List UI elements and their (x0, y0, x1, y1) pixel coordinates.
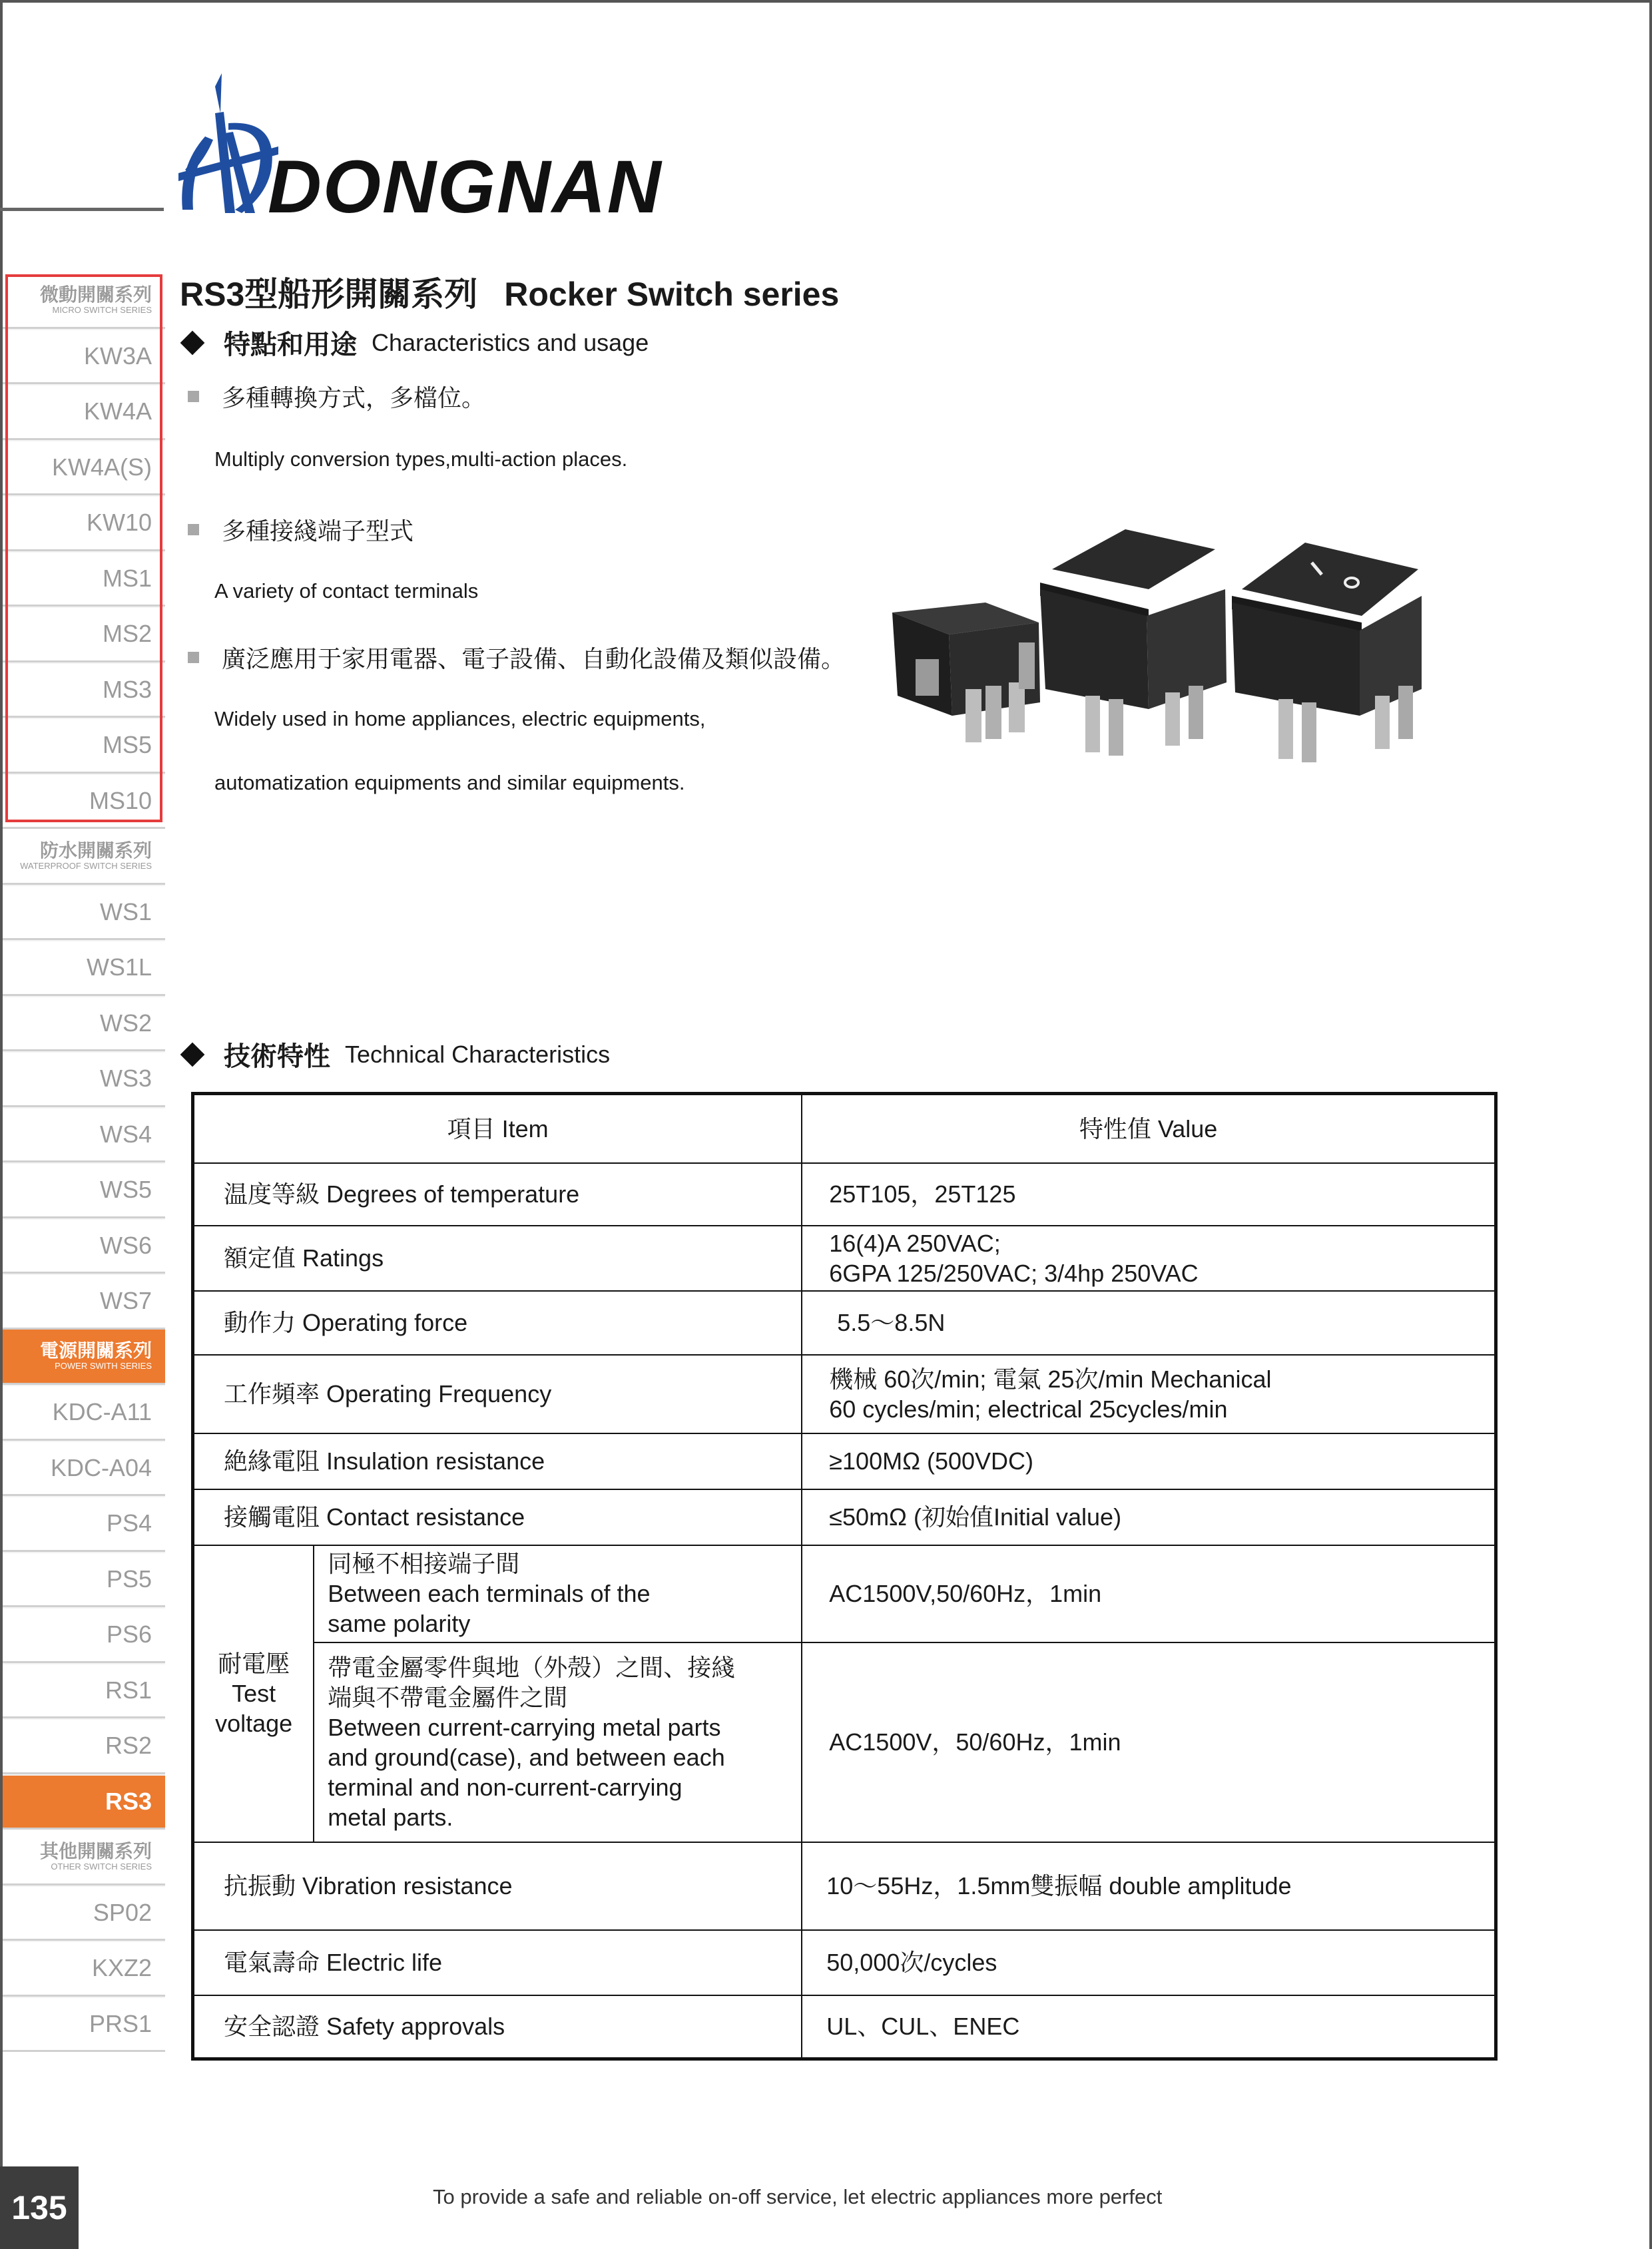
test-voltage-condition-2 (314, 1642, 802, 1842)
sidebar-group-header[interactable] (3, 1330, 165, 1385)
feature-bullet-3 (188, 640, 845, 674)
test-voltage-en1: Test (232, 1680, 276, 1707)
diamond-bullet-icon (180, 1042, 205, 1067)
sidebar-item-ws2[interactable]: WS2 (3, 996, 165, 1052)
sidebar-item-ps6[interactable]: PS6 (3, 1607, 165, 1663)
sidebar-group-title: 其他開關系列 (39, 1840, 152, 1862)
characteristics-heading-cn: 特點和用途 (224, 330, 357, 360)
sidebar-item-ms5[interactable]: MS5 (3, 718, 165, 774)
square-bullet-icon (188, 391, 199, 402)
feature-3-en-line2: automatization equipments and similar equipments. (214, 771, 685, 794)
row-label: 絶緣電阻 Insulation resistance (193, 1433, 802, 1489)
frequency-value-line2: 60 cycles/min; electrical 25cycles/min (829, 1395, 1228, 1423)
sidebar-item-kdc-a04[interactable]: KDC-A04 (3, 1441, 165, 1497)
sidebar-item-ws1l[interactable]: WS1L (3, 940, 165, 996)
row-value: AC1500V,50/60Hz，1min (802, 1545, 1496, 1642)
feature-3-en-line1: Widely used in home appliances, electric equipments, (214, 707, 706, 730)
feature-bullet-2 (188, 513, 413, 547)
sidebar-item-kw4a-s[interactable]: KW4A(S) (3, 440, 165, 496)
sidebar-item-kdc-a11[interactable]: KDC-A11 (3, 1385, 165, 1441)
table-row (193, 1489, 1496, 1545)
sidebar-group-header[interactable] (3, 829, 165, 885)
table-row (193, 1433, 1496, 1489)
table-row (193, 1163, 1496, 1226)
row-label: 工作頻率 Operating Frequency (193, 1355, 802, 1433)
sidebar-item-rs1[interactable]: RS1 (3, 1663, 165, 1719)
row-label: 接觸電阻 Contact resistance (193, 1489, 802, 1545)
sidebar-group-subtitle: OTHER SWITCH SERIES (51, 1861, 152, 1872)
square-bullet-icon (188, 652, 199, 663)
dongnan-logo-icon (178, 73, 278, 216)
feature-bullet-1 (188, 379, 485, 413)
brand-name: DONGNAN (268, 145, 663, 228)
diamond-bullet-icon (180, 330, 205, 355)
row-value: 10～55Hz，1.5mm雙振幅 double amplitude (802, 1842, 1496, 1930)
title-cn: RS3型船形開關系列 (180, 276, 478, 313)
row-label: 抗振動 Vibration resistance (193, 1842, 802, 1930)
condition-2-line4: and ground(case), and between each (328, 1743, 725, 1771)
feature-2-en: A variety of contact terminals (214, 579, 479, 603)
page-title (180, 268, 839, 316)
table-row (193, 1545, 1496, 1642)
condition-1-line1: 同極不相接端子間 (328, 1550, 520, 1577)
rating-value-line2: 6GPA 125/250VAC; 3/4hp 250VAC (829, 1259, 1199, 1287)
sidebar-item-ws6[interactable]: WS6 (3, 1218, 165, 1274)
sidebar-item-ws4[interactable]: WS4 (3, 1107, 165, 1163)
sidebar-item-ms1[interactable]: MS1 (3, 551, 165, 607)
condition-1-line2: Between each terminals of the (328, 1580, 651, 1607)
page-border-right (1649, 0, 1652, 2249)
row-value: 50,000次/cycles (802, 1930, 1496, 1995)
row-value: 25T105，25T125 (802, 1163, 1496, 1226)
technical-heading (180, 1035, 610, 1073)
condition-1-line3: same polarity (328, 1610, 471, 1637)
sidebar-item-ms3[interactable]: MS3 (3, 662, 165, 718)
sidebar-item-ms10[interactable]: MS10 (3, 774, 165, 830)
row-value: UL、CUL、ENEC (802, 1995, 1496, 2059)
rocker-switch-product-photo (886, 516, 1425, 782)
sidebar-item-kw3a[interactable]: KW3A (3, 329, 165, 385)
table-row (193, 1291, 1496, 1355)
sidebar-item-kw10[interactable]: KW10 (3, 495, 165, 551)
frequency-value-line1: 機械 60次/min; 電氣 25次/min Mechanical (829, 1365, 1272, 1393)
sidebar-group-title: 電源開關系列 (39, 1340, 152, 1362)
condition-2-line5: terminal and non-current-carrying (328, 1773, 683, 1801)
row-label: 動作力 Operating force (193, 1291, 802, 1355)
sidebar-group-subtitle: WATERPROOF SWITCH SERIES (20, 860, 152, 871)
row-value: ≤50mΩ (初始值Initial value) (802, 1489, 1496, 1545)
sidebar-group-title: 微動開關系列 (39, 284, 152, 305)
row-label: 温度等級 Degrees of temperature (193, 1163, 802, 1226)
row-value: ≥100MΩ (500VDC) (802, 1433, 1496, 1489)
technical-spec-table (191, 1092, 1498, 2061)
sidebar-item-rs2[interactable]: RS2 (3, 1718, 165, 1774)
test-voltage-condition-1 (314, 1545, 802, 1642)
col-header-value: 特性值 Value (802, 1094, 1496, 1163)
sidebar-group-subtitle: POWER SWITH SERIES (55, 1361, 152, 1371)
feature-1-cn: 多種轉換方式，多檔位。 (222, 384, 486, 411)
footer-slogan: To provide a safe and reliable on-off service, let electric appliances more perfect (433, 2185, 1163, 2208)
table-row (193, 1355, 1496, 1433)
sidebar-item-ms2[interactable]: MS2 (3, 607, 165, 662)
sidebar-item-ws5[interactable]: WS5 (3, 1162, 165, 1218)
sidebar-item-ws7[interactable]: WS7 (3, 1274, 165, 1330)
table-header-row (193, 1094, 1496, 1163)
sidebar-group-header[interactable] (3, 273, 165, 329)
page-number: 135 (0, 2166, 79, 2249)
sidebar-item-ps5[interactable]: PS5 (3, 1552, 165, 1608)
feature-1-en: Multiply conversion types,multi-action places. (214, 447, 628, 471)
technical-heading-en: Technical Characteristics (345, 1040, 611, 1068)
condition-2-line2: 端與不帶電金屬件之間 (328, 1683, 568, 1711)
table-row (193, 1842, 1496, 1930)
characteristics-heading-en: Characteristics and usage (372, 328, 649, 356)
test-voltage-cn: 耐電壓 (218, 1650, 290, 1677)
condition-2-line6: metal parts. (328, 1803, 453, 1831)
square-bullet-icon (188, 524, 199, 535)
table-row (193, 1226, 1496, 1291)
sidebar-item-ws3[interactable]: WS3 (3, 1051, 165, 1107)
sidebar-item-ps4[interactable]: PS4 (3, 1496, 165, 1552)
row-value: 5.5～8.5N (802, 1291, 1496, 1355)
sidebar-item-sp02[interactable]: SP02 (3, 1885, 165, 1941)
rating-value-line1: 16(4)A 250VAC; (829, 1229, 1001, 1257)
sidebar-group-subtitle: MICRO SWITCH SERIES (52, 304, 152, 315)
condition-2-line3: Between current-carrying metal parts (328, 1713, 721, 1741)
row-value (802, 1226, 1496, 1291)
row-label: 安全認證 Safety approvals (193, 1995, 802, 2059)
test-voltage-en2: voltage (215, 1710, 293, 1737)
table-row (193, 1930, 1496, 1995)
feature-2-cn: 多種接綫端子型式 (222, 517, 414, 545)
feature-3-cn: 廣泛應用于家用電器、電子設備、自動化設備及類似設備。 (222, 645, 846, 672)
technical-heading-cn: 技術特性 (224, 1042, 330, 1071)
sidebar-group-title: 防水開關系列 (39, 840, 152, 861)
col-header-item: 項目 Item (193, 1094, 802, 1163)
sidebar-item-kw4a[interactable]: KW4A (3, 384, 165, 440)
sidebar-item-kxz2[interactable]: KXZ2 (3, 1941, 165, 1997)
row-value: AC1500V，50/60Hz，1min (802, 1642, 1496, 1842)
row-value (802, 1355, 1496, 1433)
sidebar-item-ws1[interactable]: WS1 (3, 885, 165, 941)
title-en: Rocker Switch series (504, 276, 840, 313)
characteristics-heading (180, 324, 649, 362)
row-label: 額定值 Ratings (193, 1226, 802, 1291)
sidebar-nav (3, 273, 165, 2052)
header-rule (0, 208, 164, 211)
test-voltage-label (193, 1545, 314, 1842)
table-row (193, 1642, 1496, 1842)
table-row (193, 1995, 1496, 2059)
condition-2-line1: 帶電金屬零件與地（外殻）之間、接綫 (328, 1653, 736, 1681)
sidebar-group-header[interactable] (3, 1830, 165, 1885)
page-border-top (0, 0, 1652, 3)
sidebar-item-prs1[interactable]: PRS1 (3, 1997, 165, 2053)
row-label: 電氣壽命 Electric life (193, 1930, 802, 1995)
sidebar-item-rs3[interactable]: RS3 (3, 1774, 165, 1830)
